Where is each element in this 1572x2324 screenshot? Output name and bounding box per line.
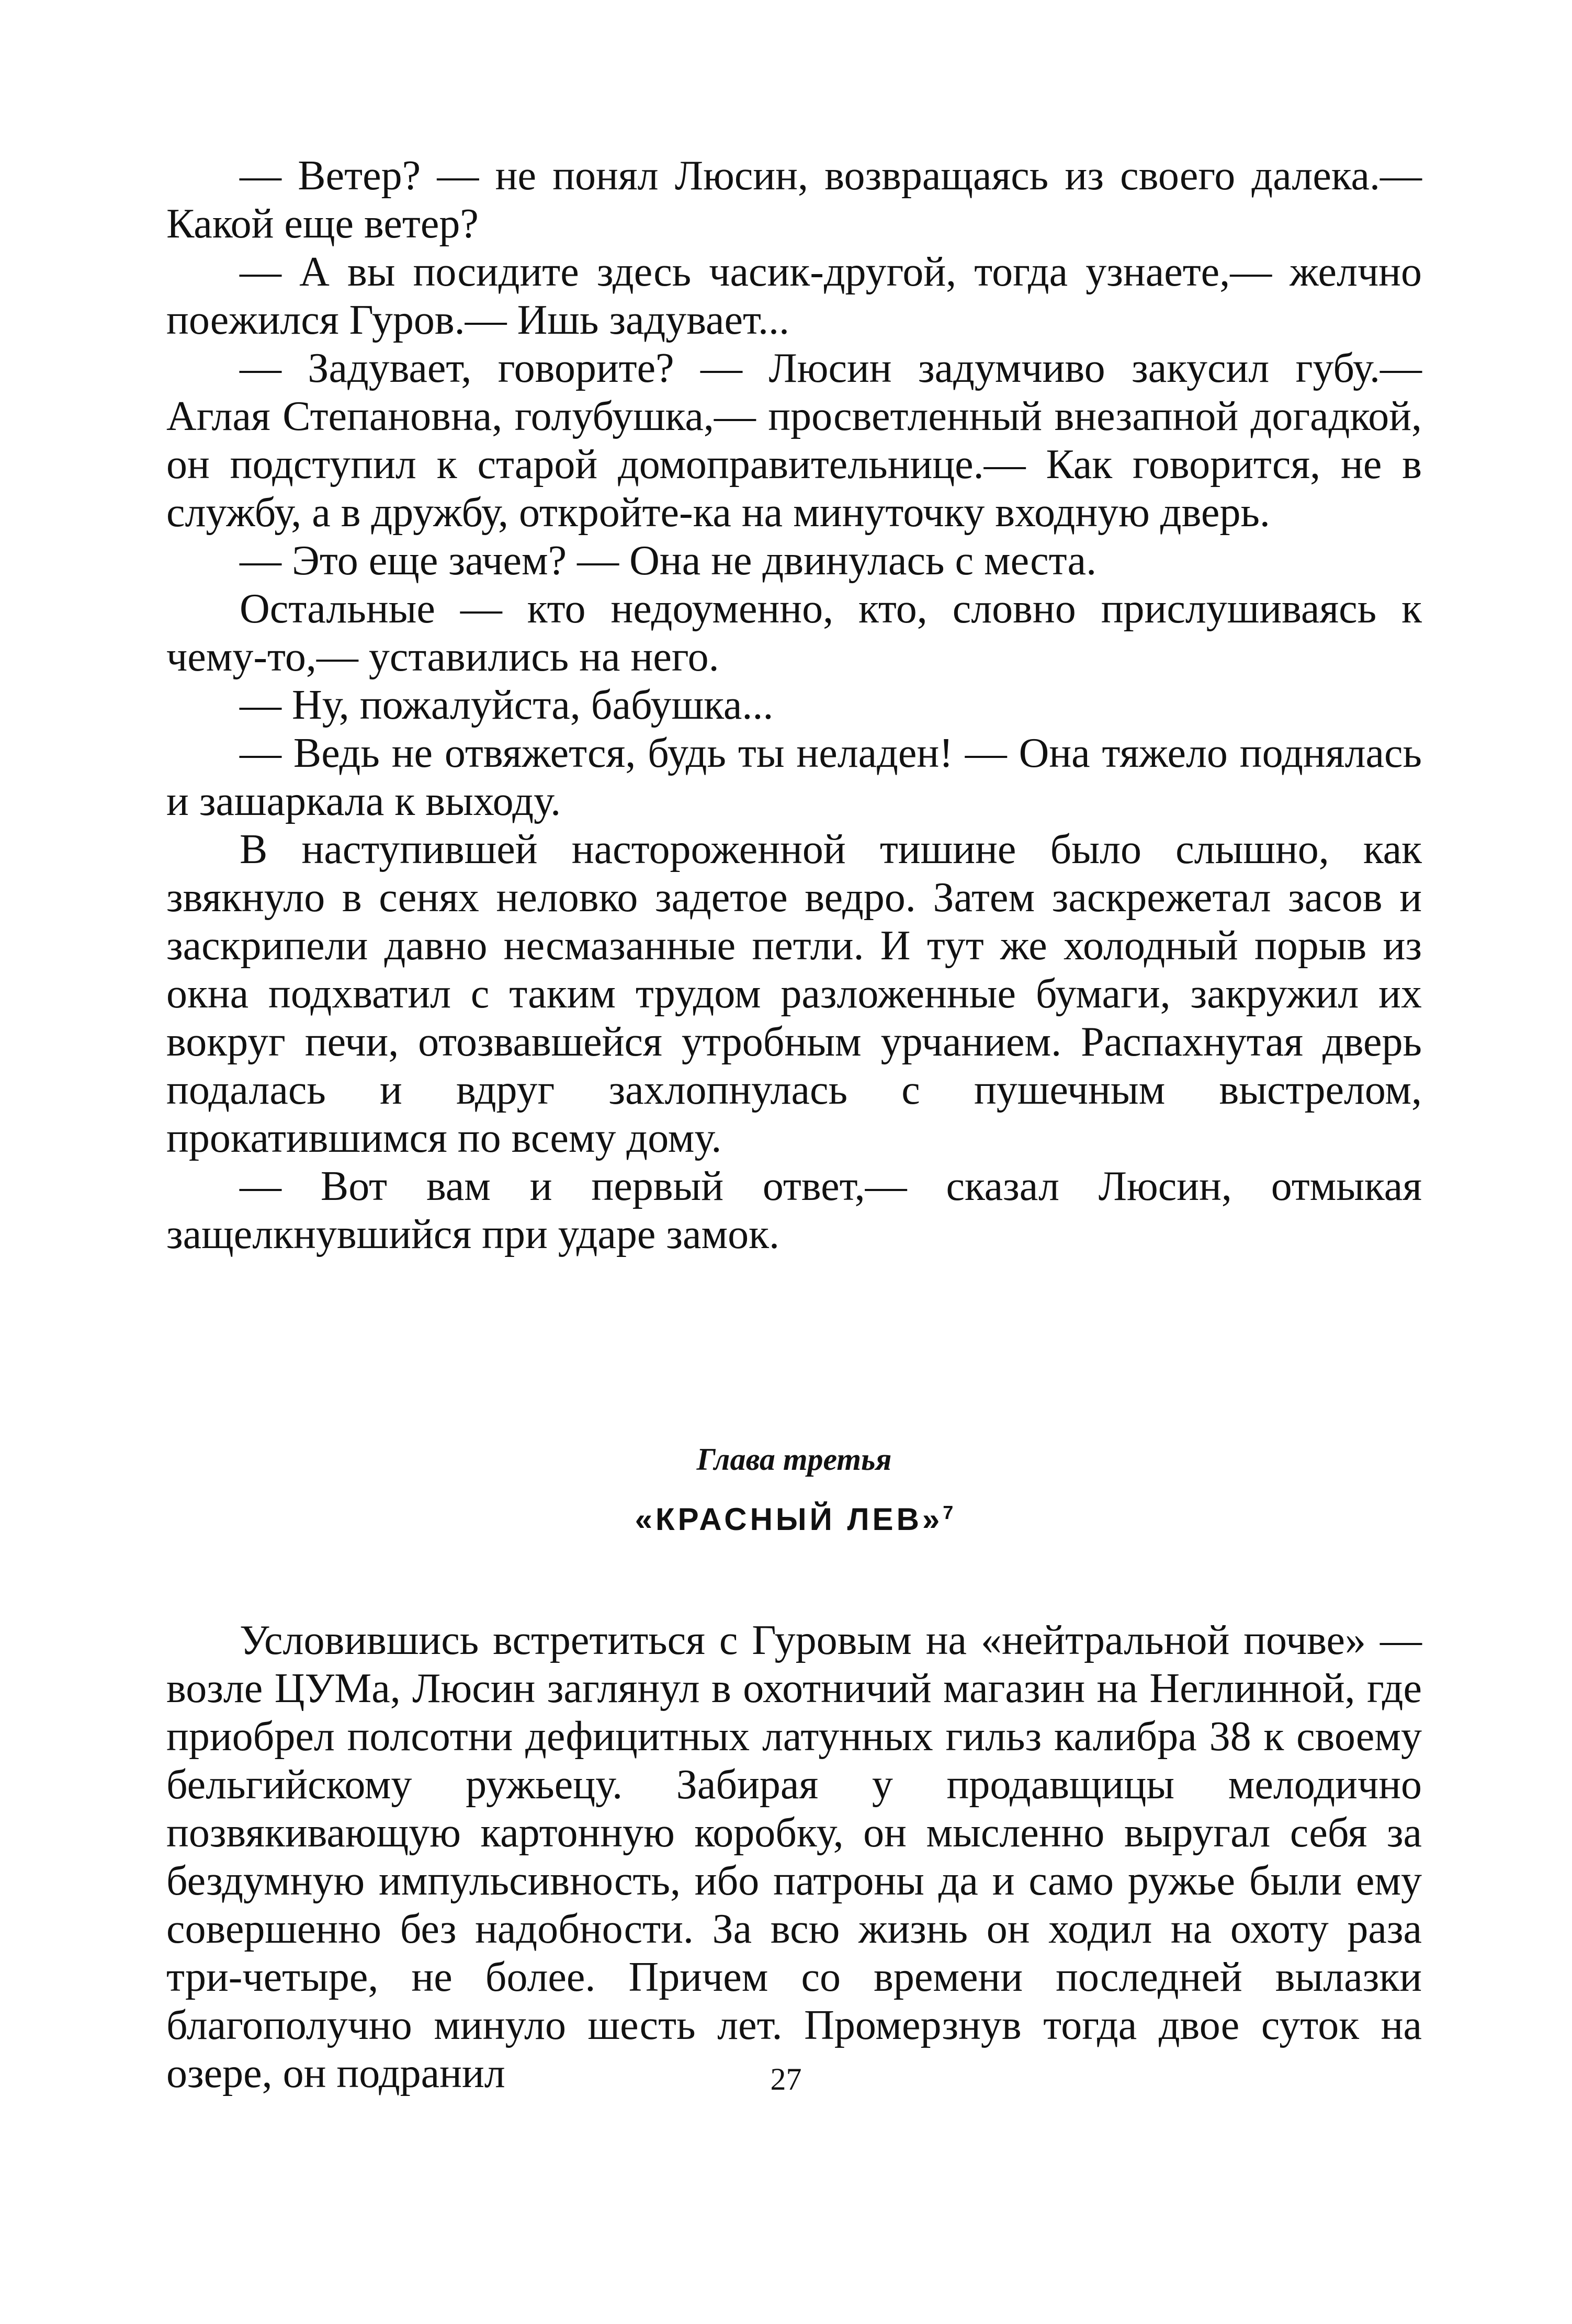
paragraph: Условившись встретиться с Гуровым на «нейтральной почве» — возле ЦУМа, Люсин заглянул в охотничий магазин на Неглинной, где приобрел полсотни дефицитных латунных гильз калибра 38 к своему бельгийскому ружьецу. Забирая у продавщицы мелодично позвякивающую картонную коробку, он мысленно выругал себя за бездумную импульсивность, ибо патроны да и само ружье были ему совершенно без надобности. За всю жизнь он ходил на охоту раза три-четыре, не более. Причем со времени последней вылазки благополучно минуло шесть лет. Промерзнув тогда двое суток на озере, он подранил: [166, 1617, 1422, 2096]
chapter-title: [166, 1492, 1422, 1540]
chapter-title-text: «КРАСНЫЙ ЛЕВ»: [635, 1502, 943, 1537]
chapter-label: Глава третья: [696, 1442, 892, 1477]
paragraph: — Ветер? — не понял Люсин, возвращаясь из своего далека.— Какой еще ветер?: [166, 153, 1422, 247]
paragraph: — Задувает, говорите? — Люсин задумчиво закусил губу.— Аглая Степановна, голубушка,— просветленный внезапной догадкой, он подступил к старой домоправительнице.— Как говорится, не в службу, а в дружбу, откройте-ка на минуточку входную дверь.: [166, 345, 1422, 536]
paragraph: Остальные — кто недоуменно, кто, словно прислушиваясь к чему-то,— уставились на него.: [166, 586, 1422, 680]
paragraph: — Ведь не отвяжется, будь ты неладен! — Она тяжело поднялась и зашаркала к выходу.: [166, 730, 1422, 824]
chapter-heading: [166, 1438, 1422, 1540]
paragraph: — Ну, пожалуйста, бабушка...: [240, 682, 774, 728]
paragraph: — Вот вам и первый ответ,— сказал Люсин, отмыкая защелкнувшийся при ударе замок.: [166, 1163, 1422, 1257]
text-section-before-chapter: [166, 152, 1422, 1259]
page-number: 27: [770, 2062, 802, 2096]
footnote-mark[interactable]: 7: [943, 1502, 954, 1523]
paragraph: — А вы посидите здесь часик-другой, тогда узнаете,— желчно поежился Гуров.— Ишь задувает...: [166, 249, 1422, 343]
text-section-chapter-three: [166, 1616, 1422, 2098]
paragraph: В наступившей настороженной тишине было слышно, как звякнуло в сенях неловко задетое ведро. Затем заскрежетал засов и заскрипели давно несмазанные петли. И тут же холодный порыв из окна подхватил с таким трудом разложенные бумаги, закружил их вокруг печи, отозвавшейся утробным урчанием. Распахнутая дверь подалась и вдруг захлопнулась с пушечным выстрелом, прокатившимся по всему дому.: [166, 826, 1422, 1161]
paragraph: — Это еще зачем? — Она не двинулась с места.: [240, 538, 1097, 584]
